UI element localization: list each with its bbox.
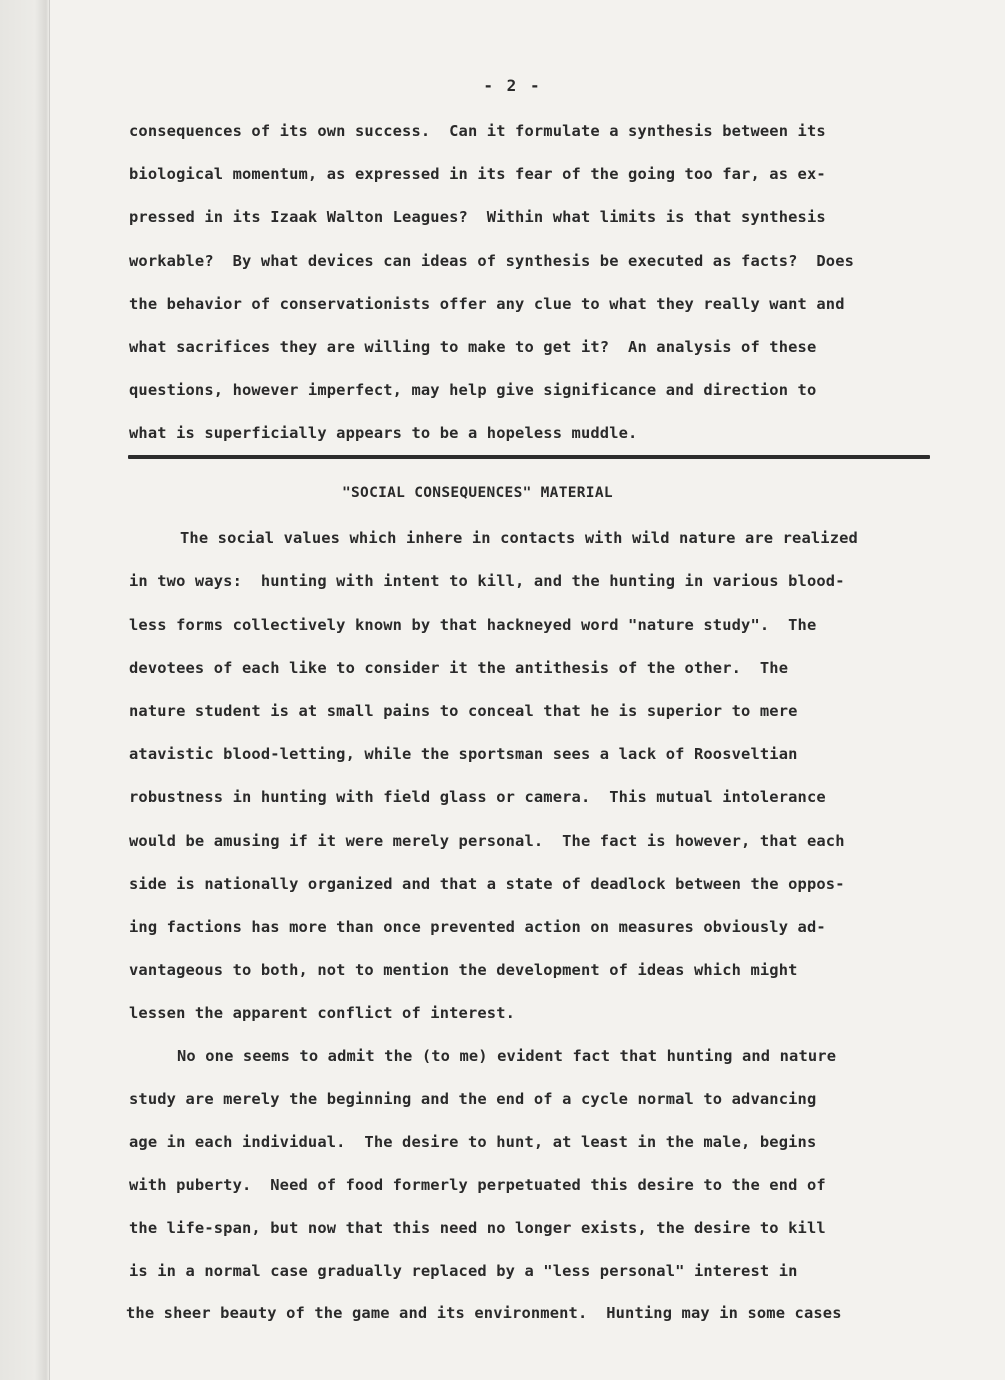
- text-line: the life-span, but now that this need no longer exists, the desire to kill: [129, 1219, 826, 1237]
- text-line: with puberty. Need of food formerly perpetuated this desire to the end of: [129, 1176, 826, 1194]
- page-binding-edge-line: [49, 0, 50, 1380]
- text-line: is in a normal case gradually replaced by a "less personal" interest in: [129, 1262, 798, 1280]
- text-line: robustness in hunting with field glass or camera. This mutual intolerance: [129, 788, 826, 806]
- text-line: the sheer beauty of the game and its environment. Hunting may in some cases: [126, 1304, 842, 1322]
- text-line: age in each individual. The desire to hunt, at least in the male, begins: [129, 1133, 817, 1151]
- section-heading: "SOCIAL CONSEQUENCES" MATERIAL: [342, 485, 613, 501]
- text-line: questions, however imperfect, may help give significance and direction to: [129, 381, 817, 399]
- text-line: devotees of each like to consider it the antithesis of the other. The: [129, 659, 789, 677]
- text-line: The social values which inhere in contacts with wild nature are realized: [180, 529, 858, 547]
- text-line: No one seems to admit the (to me) evident fact that hunting and nature: [177, 1047, 837, 1065]
- text-line: lessen the apparent conflict of interest.: [129, 1004, 516, 1022]
- text-line: less forms collectively known by that hackneyed word "nature study". The: [129, 616, 817, 634]
- text-line: vantageous to both, not to mention the development of ideas which might: [129, 961, 798, 979]
- text-line: pressed in its Izaak Walton Leagues? Within what limits is that synthesis: [129, 208, 826, 226]
- text-line: what sacrifices they are willing to make to get it? An analysis of these: [129, 338, 817, 356]
- text-line: side is nationally organized and that a state of deadlock between the oppos-: [129, 875, 845, 893]
- text-line: consequences of its own success. Can it formulate a synthesis between its: [129, 122, 826, 140]
- text-line: in two ways: hunting with intent to kill, and the hunting in various blood-: [129, 572, 845, 590]
- text-line: workable? By what devices can ideas of synthesis be executed as facts? Does: [129, 252, 855, 270]
- text-line: would be amusing if it were merely personal. The fact is however, that each: [129, 832, 845, 850]
- page-number: - 2 -: [483, 76, 542, 95]
- page-binding-edge: [0, 0, 50, 1380]
- text-line: study are merely the beginning and the end of a cycle normal to advancing: [129, 1090, 817, 1108]
- text-line: nature student is at small pains to conceal that he is superior to mere: [129, 702, 798, 720]
- text-line: biological momentum, as expressed in its fear of the going too far, as ex-: [129, 165, 826, 183]
- text-line: atavistic blood-letting, while the sportsman sees a lack of Roosveltian: [129, 745, 798, 763]
- horizontal-rule: [128, 455, 930, 459]
- text-line: ing factions has more than once prevented action on measures obviously ad-: [129, 918, 826, 936]
- text-line: what is superficially appears to be a hopeless muddle.: [129, 424, 638, 442]
- text-line: the behavior of conservationists offer any clue to what they really want and: [129, 295, 845, 313]
